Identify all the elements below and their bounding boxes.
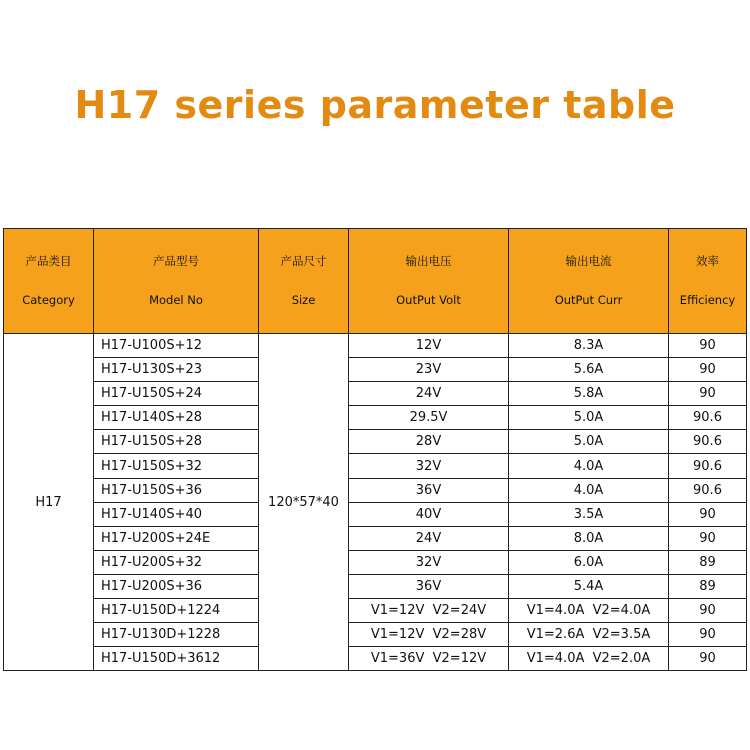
- header-cn: 产品型号: [153, 254, 199, 268]
- output-volt-cell: 23V: [349, 358, 509, 382]
- header-en: Size: [291, 293, 316, 307]
- table-row: [4, 550, 747, 574]
- header-size: [259, 229, 349, 334]
- efficiency-cell: 90.6: [669, 454, 747, 478]
- table-row: [4, 526, 747, 550]
- header-en: OutPut Volt: [396, 293, 461, 307]
- model-cell: H17-U200S+32: [94, 550, 259, 574]
- output-volt-cell: 40V: [349, 502, 509, 526]
- efficiency-cell: 89: [669, 574, 747, 598]
- output-curr-cell: 3.5A: [509, 502, 669, 526]
- header-category: [4, 229, 94, 334]
- efficiency-cell: 90: [669, 526, 747, 550]
- header-cn: 效率: [696, 254, 719, 268]
- efficiency-cell: 90.6: [669, 430, 747, 454]
- efficiency-cell: 90.6: [669, 406, 747, 430]
- header-en: OutPut Curr: [554, 293, 623, 307]
- header-en: Efficiency: [679, 293, 736, 307]
- table-row: [4, 502, 747, 526]
- output-volt-cell: 12V: [349, 334, 509, 358]
- table-row: [4, 430, 747, 454]
- table-header-row: [4, 229, 747, 334]
- header-cn: 产品类目: [25, 254, 72, 268]
- header-volt: [349, 229, 509, 334]
- output-curr-cell: 5.4A: [509, 574, 669, 598]
- table-row: [4, 334, 747, 358]
- header-en: Category: [22, 293, 75, 307]
- model-cell: H17-U100S+12: [94, 334, 259, 358]
- table-body: [4, 229, 747, 671]
- table-row: [4, 599, 747, 623]
- output-volt-cell: 24V: [349, 526, 509, 550]
- table-row: [4, 382, 747, 406]
- model-cell: H17-U150D+1224: [94, 599, 259, 623]
- model-cell: H17-U150S+24: [94, 382, 259, 406]
- model-cell: H17-U150S+36: [94, 478, 259, 502]
- output-volt-cell: 32V: [349, 550, 509, 574]
- output-volt-cell: V1=12V V2=24V: [349, 599, 509, 623]
- output-curr-cell: 5.0A: [509, 430, 669, 454]
- output-volt-cell: 28V: [349, 430, 509, 454]
- header-curr: [509, 229, 669, 334]
- model-cell: H17-U140S+28: [94, 406, 259, 430]
- efficiency-cell: 90.6: [669, 478, 747, 502]
- model-cell: H17-U130D+1228: [94, 623, 259, 647]
- size-cell: 120*57*40: [259, 334, 349, 671]
- output-curr-cell: V1=2.6A V2=3.5A: [509, 623, 669, 647]
- output-curr-cell: 5.6A: [509, 358, 669, 382]
- output-curr-cell: 4.0A: [509, 454, 669, 478]
- model-cell: H17-U150S+28: [94, 430, 259, 454]
- header-cn: 输出电流: [565, 254, 612, 268]
- output-volt-cell: V1=12V V2=28V: [349, 623, 509, 647]
- output-curr-cell: 4.0A: [509, 478, 669, 502]
- header-en: Model No: [149, 293, 203, 307]
- output-curr-cell: V1=4.0A V2=2.0A: [509, 647, 669, 671]
- table-row: [4, 623, 747, 647]
- table-row: [4, 454, 747, 478]
- page-title: H17 series parameter table: [74, 83, 676, 127]
- efficiency-cell: 90: [669, 502, 747, 526]
- efficiency-cell: 90: [669, 358, 747, 382]
- output-curr-cell: V1=4.0A V2=4.0A: [509, 599, 669, 623]
- efficiency-cell: 90: [669, 382, 747, 406]
- parameter-table: [3, 228, 747, 671]
- table-row: [4, 478, 747, 502]
- efficiency-cell: 89: [669, 550, 747, 574]
- output-volt-cell: V1=36V V2=12V: [349, 647, 509, 671]
- output-volt-cell: 24V: [349, 382, 509, 406]
- model-cell: H17-U200S+36: [94, 574, 259, 598]
- model-cell: H17-U150S+32: [94, 454, 259, 478]
- output-curr-cell: 5.0A: [509, 406, 669, 430]
- output-volt-cell: 29.5V: [349, 406, 509, 430]
- category-cell: H17: [4, 334, 94, 671]
- header-cn: 产品尺寸: [280, 254, 327, 268]
- model-cell: H17-U150D+3612: [94, 647, 259, 671]
- table-row: [4, 406, 747, 430]
- table-row: [4, 358, 747, 382]
- output-volt-cell: 32V: [349, 454, 509, 478]
- header-cn: 输出电压: [405, 254, 452, 268]
- output-curr-cell: 8.3A: [509, 334, 669, 358]
- efficiency-cell: 90: [669, 623, 747, 647]
- table-row: [4, 574, 747, 598]
- output-volt-cell: 36V: [349, 478, 509, 502]
- header-efficiency: [669, 229, 747, 334]
- output-curr-cell: 8.0A: [509, 526, 669, 550]
- efficiency-cell: 90: [669, 599, 747, 623]
- model-cell: H17-U200S+24E: [94, 526, 259, 550]
- output-volt-cell: 36V: [349, 574, 509, 598]
- model-cell: H17-U130S+23: [94, 358, 259, 382]
- efficiency-cell: 90: [669, 647, 747, 671]
- efficiency-cell: 90: [669, 334, 747, 358]
- output-curr-cell: 6.0A: [509, 550, 669, 574]
- table-row: [4, 647, 747, 671]
- header-model: [94, 229, 259, 334]
- output-curr-cell: 5.8A: [509, 382, 669, 406]
- model-cell: H17-U140S+40: [94, 502, 259, 526]
